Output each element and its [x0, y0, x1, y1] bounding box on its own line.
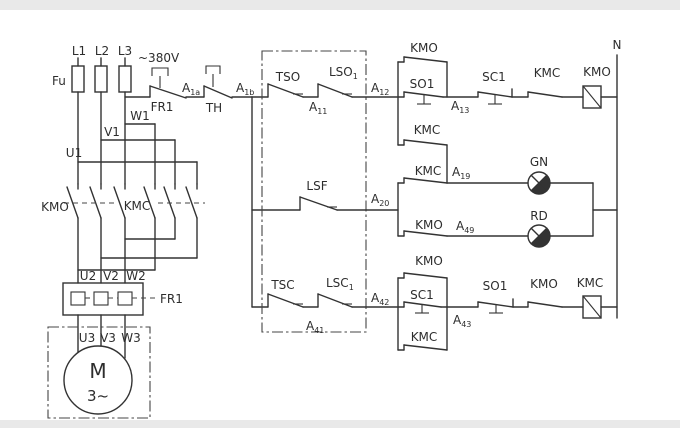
- u3-label: U3: [78, 331, 96, 345]
- a20-node-label: $A_{20}$: [371, 192, 390, 208]
- so1-button-label: SO1: [409, 77, 435, 91]
- motor-phase-label: 3~: [86, 387, 110, 405]
- lso1-label: $LSO_1$: [329, 65, 358, 81]
- v1-label: V1: [104, 125, 120, 139]
- kmc-interlock-contact-icon: [528, 92, 562, 97]
- kmc-feed-taps: [78, 124, 197, 184]
- l1-label: L1: [71, 44, 87, 58]
- kmo-hold-label: KMO: [410, 41, 438, 55]
- a12-node-label: $A_{12}$: [371, 81, 390, 97]
- tso-label: TSO: [275, 70, 301, 84]
- kmc-gn-contact-icon: [398, 178, 447, 183]
- a19-node-label: $A_{19}$: [452, 165, 471, 181]
- phase-swap-wires: [78, 218, 197, 270]
- u1-label: U1: [65, 146, 83, 160]
- motor-m-label: M: [89, 359, 107, 383]
- a43-node-label: $A_{43}$: [453, 313, 472, 329]
- a1b-node-label: $A_{1b}$: [236, 81, 255, 97]
- voltage-label: ~380V: [138, 51, 180, 65]
- fuse-icons: [72, 66, 131, 92]
- fuse-l2-icon: [95, 66, 107, 92]
- green-lamp-icon: [528, 172, 550, 194]
- fr1-contact-label: FR1: [150, 100, 174, 114]
- tsc-label: TSC: [271, 278, 295, 292]
- kmo-contactor-label: KMO: [41, 200, 69, 214]
- power-rails: [78, 58, 125, 358]
- th-contact-icon: [204, 66, 232, 98]
- lsf-label: LSF: [306, 179, 328, 193]
- sc1-stop-button-icon: [478, 89, 512, 104]
- neutral-label: N: [612, 38, 622, 52]
- fuse-label: Fu: [52, 74, 66, 88]
- kmc-contactor-label: KMC: [123, 199, 151, 213]
- a42-node-label: $A_{42}$: [371, 291, 390, 307]
- kmo-interlock-label: KMO: [530, 277, 558, 291]
- kmc-contactor-icon: [144, 184, 197, 218]
- sc1-button-label: SC1: [410, 288, 434, 302]
- green-lamp-label: GN: [529, 155, 549, 169]
- a11-node-label: $A_{11}$: [309, 100, 328, 116]
- red-lamp-icon: [528, 225, 550, 247]
- tso-contact-icon: [268, 84, 303, 97]
- w1-label: W1: [130, 109, 150, 123]
- kmc-hold-label: KMC: [410, 330, 438, 344]
- a13-node-label: $A_{13}$: [451, 99, 470, 115]
- tsc-contact-icon: [268, 294, 303, 307]
- kmo-close-branch-label: KMO: [415, 254, 443, 268]
- a41-node-label: $A_{41}$: [306, 319, 325, 335]
- sc1-stop-label: SC1: [482, 70, 506, 84]
- kmo-contactor-icon: [67, 184, 125, 218]
- top-scan-band: [0, 0, 680, 10]
- lsc1-contact-icon: [318, 294, 352, 307]
- fuse-l1-icon: [72, 66, 84, 92]
- red-lamp-label: RD: [530, 209, 548, 223]
- v2-label: V2: [103, 269, 119, 283]
- th-contact-label: TH: [205, 101, 223, 115]
- fuse-l3-icon: [119, 66, 131, 92]
- lso1-contact-icon: [318, 84, 352, 97]
- overload-label: FR1: [160, 292, 183, 306]
- a49-node-label: $A_{49}$: [456, 219, 475, 235]
- w3-label: W3: [121, 331, 141, 345]
- kmo-coil-label: KMO: [583, 65, 611, 79]
- a1a-node-label: $A_{1a}$: [182, 81, 201, 97]
- kmo-interlock-contact-icon: [528, 302, 562, 307]
- u2-label: U2: [79, 269, 97, 283]
- lsf-contact-icon: [300, 197, 337, 210]
- so1-stop-label: SO1: [482, 279, 508, 293]
- kmo-coil-icon: [583, 86, 601, 108]
- fr1-contact-icon: [150, 68, 186, 98]
- so1-button-icon: [404, 92, 443, 104]
- kmo-rd-label: KMO: [415, 218, 443, 232]
- kmc-drop-label: KMC: [413, 123, 441, 137]
- v3-label: V3: [100, 331, 116, 345]
- sc1-button-icon: [404, 302, 441, 313]
- bottom-scan-band: [0, 420, 680, 428]
- so1-stop-button-icon: [478, 299, 513, 313]
- control-feed-wires: [125, 97, 300, 307]
- l3-label: L3: [117, 44, 133, 58]
- kmc-coil-label: KMC: [576, 276, 604, 290]
- kmc-coil-icon: [583, 296, 601, 318]
- w2-label: W2: [126, 269, 146, 283]
- overload-heater-icon: [63, 283, 157, 315]
- kmc-gn-label: KMC: [414, 164, 442, 178]
- l2-label: L2: [94, 44, 110, 58]
- lsc1-label: $LSC_1$: [326, 276, 354, 292]
- kmc-interlock-label: KMC: [533, 66, 561, 80]
